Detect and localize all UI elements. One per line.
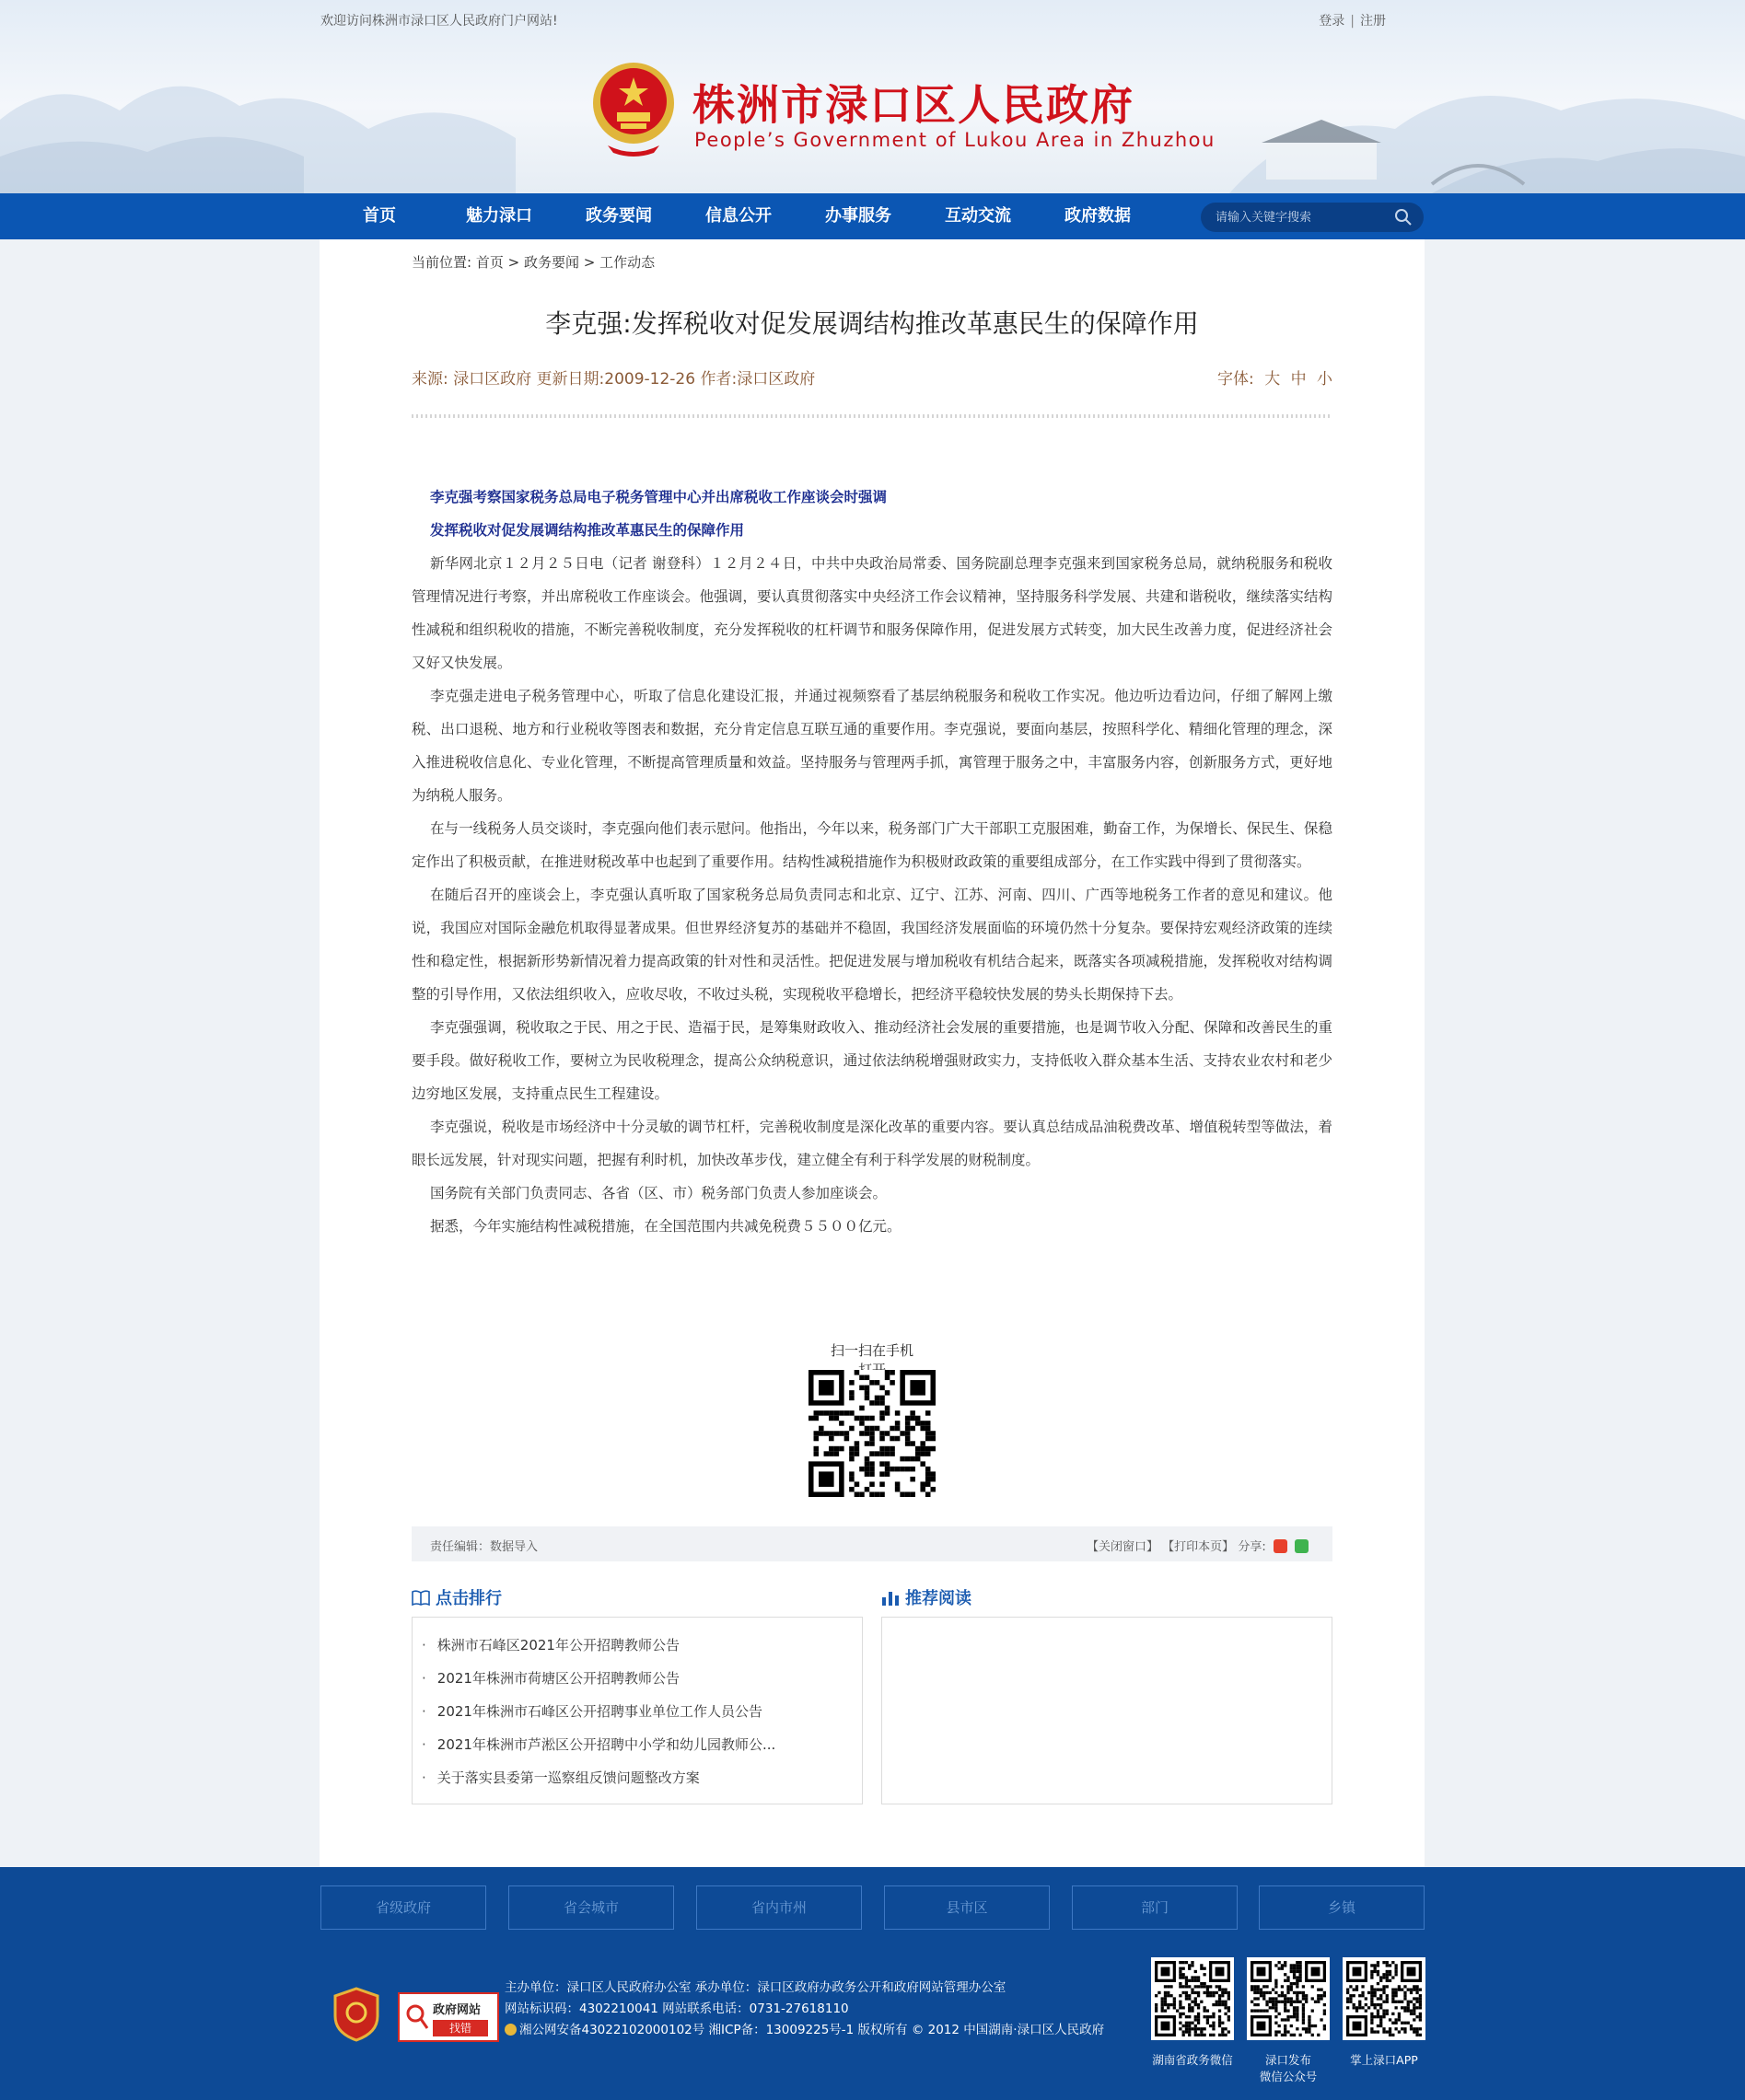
header-banner: [0, 0, 1745, 193]
article-title: 李克强:发挥税收对促发展调结构推改革惠民生的保障作用: [545, 308, 1199, 339]
font-size-large[interactable]: 大: [1264, 370, 1281, 389]
sponsor-line: 主办单位：渌口区人民政府办公室 承办单位：渌口区政府办政务公开和政府网站管理办公室: [505, 1980, 1006, 1995]
book-icon: [412, 1590, 430, 1607]
footer-info: [505, 1978, 1104, 2041]
paragraph: 新华网北京１２月２５日电（记者 谢登科）１２月２４日，中共中央政治局常委、国务院副总理李克强来到国家税务总局，就纳税服务和税收管理情况进行考察，并出席税收工作座谈会。他强调，要认真贯彻落实中央经济工作会议精神，坚持服务科学发展、共建和谐税收，继续落实结构性减税和组织税收的措施，不断完善税收制度，充分发挥税收的杠杆调节和服务保障作用，促进发展方式转变，加大民生改善力度，促进经济社会又好又快发展。: [412, 555, 1332, 671]
site-title: 株洲市渌口区人民政府: [692, 80, 1134, 130]
nav-information-disclosure[interactable]: 信息公开: [705, 206, 772, 226]
breadcrumb: [412, 252, 655, 272]
magnifier-icon: [405, 2003, 429, 2031]
nav-government-data[interactable]: 政府数据: [1064, 206, 1131, 226]
party-emblem-icon: [332, 1987, 381, 2042]
paragraph: 李克强走进电子税务管理中心，听取了信息化建设汇报，并通过视频察看了基层纳税服务和税收工作实况。他边听边看边问，仔细了解网上缴税、出口退税、地方和行业税收等图表和数据，充分肯定信息互联互通的重要作用。李克强说，要面向基层，按照科学化、精细化管理的理念，深入推进税收信息化、专业化管理，不断提高管理质量和效益。坚持服务与管理两手抓，寓管理于服务之中，丰富服务内容，创新服务方式，更好地为纳税人服务。: [412, 688, 1332, 804]
font-size-label: 字体:: [1217, 370, 1254, 389]
qr-code-icon: [809, 1370, 936, 1497]
share-label: 分享:: [1238, 1540, 1266, 1554]
qr-label: 扫一扫在手机: [830, 1342, 913, 1359]
weibo-share-icon[interactable]: [1274, 1539, 1287, 1553]
breadcrumb-separator: >: [507, 254, 520, 271]
article-toolbar: [412, 1526, 1332, 1561]
account-links: 登录 | 注册: [1319, 14, 1386, 29]
report-error-badge[interactable]: [398, 1992, 499, 2042]
badge-action: 找错: [433, 2020, 488, 2036]
footer-link-capitals[interactable]: 省会城市: [508, 1885, 674, 1930]
paragraph: 李克强说，税收是市场经济中十分灵敏的调节杠杆，完善税收制度是深化改革的重要内容。要认真总结成品油税费改革、增值税转型等做法，着眼长远发展，针对现实问题，把握有利时机，加快改革步伐，建立健全有利于科学发展的财税制度。: [412, 1119, 1332, 1168]
qr-code-icon: [1251, 1961, 1326, 2036]
list-item[interactable]: · 2021年株洲市石峰区公开招聘事业单位工作人员公告: [422, 1703, 762, 1720]
footer-link-counties[interactable]: 县市区: [884, 1885, 1050, 1930]
font-size-medium[interactable]: 中: [1290, 370, 1307, 389]
paragraph: 李克强强调，税收取之于民、用之于民、造福于民，是筹集财政收入、推动经济社会发展的重要措施，也是调节收入分配、保障和改善民生的重要手段。做好税收工作，要树立为民收税理念，提高公众纳税意识，通过依法纳税增强财政实力，支持低收入群众基本生活、支持农业农村和老少边穷地区发展，支持重点民生工程建设。: [412, 1019, 1332, 1102]
official-account-qr: [1247, 1957, 1330, 2040]
print-page-link[interactable]: 【打印本页】: [1162, 1540, 1235, 1554]
app-qr: [1343, 1957, 1425, 2040]
footer-link-provincial[interactable]: 省级政府: [320, 1885, 486, 1930]
nav-interaction[interactable]: 互动交流: [945, 206, 1011, 226]
article-meta: 来源: 渌口区政府 更新日期:2009-12-26 作者:渌口区政府: [412, 370, 816, 389]
close-window-link[interactable]: 【关闭窗口】: [1087, 1540, 1159, 1554]
recommend-heading: [881, 1585, 971, 1609]
qr-code-icon: [1346, 1961, 1422, 2036]
nav-services[interactable]: 办事服务: [825, 206, 891, 226]
search-box: [1201, 203, 1424, 232]
list-item[interactable]: · 株洲市石峰区2021年公开招聘教师公告: [422, 1637, 680, 1653]
breadcrumb-home[interactable]: 首页: [475, 254, 504, 271]
search-icon[interactable]: [1394, 208, 1413, 226]
wechat-share-icon[interactable]: [1295, 1539, 1309, 1553]
site-id-line: 网站标识码：4302210041 网站联系电话：0731-27618110: [505, 2001, 849, 2016]
police-badge-icon: [505, 2024, 517, 2036]
register-link[interactable]: 注册: [1360, 14, 1386, 29]
search-input[interactable]: [1216, 203, 1390, 232]
footer-link-towns[interactable]: 乡镇: [1259, 1885, 1425, 1930]
breadcrumb-news[interactable]: 政务要闻: [524, 254, 580, 271]
paragraph: 在与一线税务人员交谈时，李克强向他们表示慰问。他指出，今年以来，税务部门广大干部职工克服困难，勤奋工作，为保增长、保民生、保稳定作出了积极贡献，在推进财税改革中也起到了重要作用。结构性减税措施作为积极财政政策的重要组成部分，在工作实践中得到了贯彻落实。: [412, 820, 1332, 870]
recommend-title: 推荐阅读: [905, 1589, 971, 1608]
badge-label: 政府网站: [433, 2003, 482, 2017]
paragraph: 据悉，今年实施结构性减税措施，在全国范围内共减免税费５５００亿元。: [430, 1218, 902, 1235]
nav-government-news[interactable]: 政务要闻: [586, 206, 652, 226]
nav-charm-lukou[interactable]: 魅力渌口: [466, 206, 532, 226]
breadcrumb-prefix: 当前位置:: [412, 254, 472, 271]
recommend-box: [881, 1617, 1332, 1804]
article-body: [412, 481, 1332, 1243]
footer-link-cities[interactable]: 省内市州: [696, 1885, 862, 1930]
paragraph: 在随后召开的座谈会上，李克强认真听取了国家税务总局负责同志和北京、辽宁、江苏、河南、四川、广西等地税务工作者的意见和建议。他说，我国应对国际金融危机取得显著成果。但世界经济复苏的基础并不稳固，我国经济发展面临的环境仍然十分复杂。要保持宏观经济政策的连续性和稳定性，根据新形势新情况着力提高政策的针对性和灵活性。把促进发展与增加税收有机结合起来，既落实各项减税措施，发挥税收对结构调整的引导作用，又依法组织收入，应收尽收，不收过头税，实现税收平稳增长，把经济平稳较快发展的势头长期保持下去。: [412, 887, 1332, 1003]
editor-credit: 责任编辑：数据导入: [430, 1540, 539, 1554]
list-item[interactable]: · 2021年株洲市芦淞区公开招聘中小学和幼儿园教师公...: [422, 1736, 776, 1753]
welcome-text: 欢迎访问株洲市渌口区人民政府门户网站!: [320, 14, 558, 29]
site-subtitle: People’s Government of Lukou Area in Zhuzhou: [694, 129, 1216, 151]
qr-caption: 湖南省政务微信: [1152, 2053, 1233, 2067]
breadcrumb-work-updates[interactable]: 工作动态: [599, 254, 656, 271]
font-size-small[interactable]: 小: [1317, 370, 1332, 389]
paragraph: 国务院有关部门负责同志、各省（区、市）税务部门负责人参加座谈会。: [430, 1185, 888, 1201]
bar-chart-icon: [881, 1590, 900, 1607]
lead-line: 发挥税收对促发展调结构推改革惠民生的保障作用: [430, 522, 745, 539]
qr-code-icon: [1155, 1961, 1230, 2036]
ranking-list: [413, 1618, 862, 1794]
lead-line: 李克强考察国家税务总局电子税务管理中心并出席税收工作座谈会时强调: [430, 489, 888, 505]
qr-caption: 掌上渌口APP: [1350, 2053, 1418, 2067]
login-link[interactable]: 登录: [1319, 14, 1345, 29]
article-container: [320, 239, 1425, 1867]
list-item[interactable]: · 2021年株洲市荷塘区公开招聘教师公告: [422, 1670, 680, 1687]
wechat-qr: [1151, 1957, 1234, 2040]
ranking-box: [412, 1617, 863, 1804]
breadcrumb-separator: >: [583, 254, 596, 271]
font-size-selector: [1217, 365, 1332, 389]
footer-link-departments[interactable]: 部门: [1072, 1885, 1238, 1930]
list-item[interactable]: · 关于落实县委第一巡察组反馈问题整改方案: [422, 1769, 700, 1786]
qr-caption: 渌口发布 微信公众号: [1259, 2053, 1318, 2083]
ranking-title: 点击排行: [436, 1589, 502, 1608]
divider: [412, 414, 1332, 418]
ranking-heading: [412, 1585, 502, 1609]
icp-line: 湘公网安备43022102000102号 湘ICP备：13009225号-1 版权所有 © 2012 中国湖南·渌口区人民政府: [505, 2020, 1104, 2041]
nav-home[interactable]: 首页: [363, 206, 396, 226]
national-emblem-icon: [589, 57, 678, 160]
main-nav: [0, 193, 1745, 239]
footer: [0, 1867, 1745, 2100]
